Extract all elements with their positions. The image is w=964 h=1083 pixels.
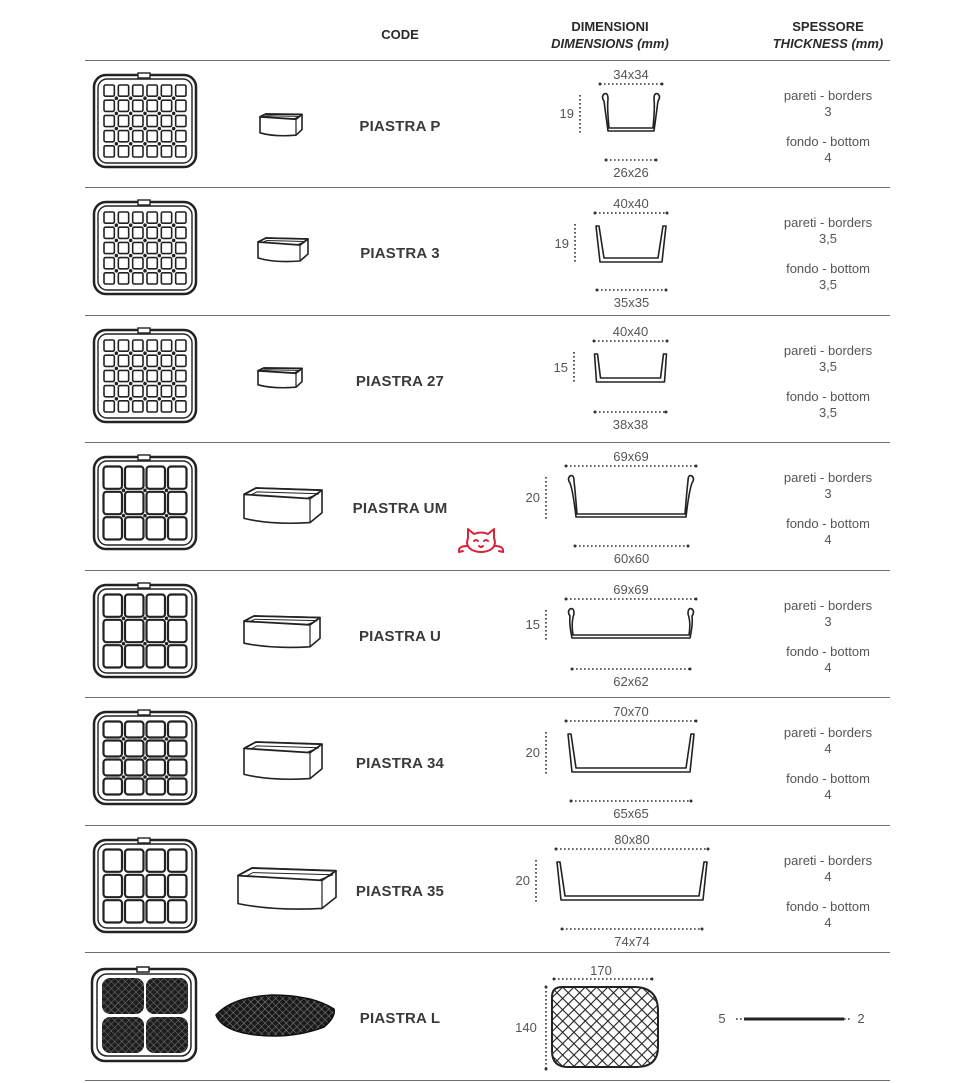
dim-bottom: 74x74 (614, 934, 650, 949)
sheet-shape-drawing (540, 975, 670, 1075)
cup-profile (569, 476, 694, 517)
thickness-block (758, 88, 898, 166)
dim-height: 19 (559, 106, 574, 121)
dim-bottom: 26x26 (613, 165, 649, 180)
dim-height: 20 (525, 490, 540, 505)
dim-height: 140 (515, 1020, 537, 1035)
waffle-plate-icon (92, 73, 198, 171)
product-code: PIASTRA 3 (360, 245, 440, 262)
bottom-label: fondo - bottom (786, 516, 870, 531)
dim-height: 20 (525, 745, 540, 760)
dim-top: 70x70 (613, 704, 649, 719)
waffle-plate-icon (92, 200, 198, 298)
waffle-plate-icon (92, 583, 198, 681)
dim-height: 20 (515, 873, 530, 888)
waffle-sheet-3d-icon (212, 991, 338, 1041)
product-row (0, 826, 964, 953)
product-code: PIASTRA UM (352, 500, 448, 517)
borders-label: pareti - borders (783, 343, 873, 358)
borders-value: 3,5 (818, 359, 838, 374)
spacer (758, 885, 898, 899)
spacer (758, 502, 898, 516)
plate-l-icon (90, 967, 200, 1063)
dim-top: 80x80 (614, 832, 650, 847)
baking-cup-3d-icon (258, 112, 306, 140)
dim-top: 40x40 (612, 324, 649, 339)
product-row (0, 188, 964, 315)
dim-bottom: 65x65 (613, 806, 649, 821)
cup-profile (596, 226, 666, 262)
header-code: CODE (381, 27, 419, 42)
cup-profile (557, 862, 707, 900)
product-code: PIASTRA 34 (355, 755, 445, 772)
row-divider (85, 1080, 890, 1081)
dim-width: 170 (590, 963, 612, 978)
thickness-block (758, 470, 898, 548)
product-code: PIASTRA 27 (355, 373, 445, 390)
borders-value: 3,5 (818, 231, 838, 246)
borders-value: 3 (824, 614, 832, 629)
borders-label: pareti - borders (783, 853, 873, 868)
waffle-plate-icon (92, 838, 198, 936)
thickness-block (758, 853, 898, 931)
borders-value: 4 (824, 869, 832, 884)
header-dimensions-it: DIMENSIONI (571, 19, 649, 34)
dim-height: 19 (554, 236, 569, 251)
baking-cup-3d-icon (256, 236, 312, 266)
dim-bottom: 62x62 (613, 674, 649, 689)
dim-bottom: 60x60 (613, 551, 650, 566)
cat-mascot-icon (455, 524, 507, 556)
bottom-value: 4 (824, 150, 832, 165)
product-code: PIASTRA U (358, 628, 442, 645)
bottom-value: 3,5 (818, 405, 838, 420)
dim-bottom: 35x35 (613, 295, 650, 310)
dim-height: 15 (553, 360, 568, 375)
bottom-value: 4 (824, 915, 832, 930)
baking-cup-3d-icon (242, 740, 326, 784)
product-row (0, 316, 964, 443)
bottom-label: fondo - bottom (786, 134, 870, 149)
dim-top: 69x69 (613, 449, 649, 464)
dim-top: 69x69 (613, 582, 649, 597)
thickness-block (758, 725, 898, 803)
bottom-label: fondo - bottom (786, 389, 870, 404)
product-code: PIASTRA P (359, 118, 441, 135)
borders-label: pareti - borders (783, 470, 873, 485)
cup-profile (603, 94, 660, 131)
bottom-label: fondo - bottom (786, 644, 870, 659)
product-code: PIASTRA L (359, 1010, 441, 1027)
baking-cup-3d-icon (242, 614, 324, 652)
borders-label: pareti - borders (783, 598, 873, 613)
bottom-value: 3,5 (818, 277, 838, 292)
spacer (758, 120, 898, 134)
cup-profile (568, 734, 694, 772)
borders-value: 3 (824, 104, 832, 119)
waffle-plate-icon (92, 710, 198, 808)
borders-label: pareti - borders (783, 725, 873, 740)
thickness-right: 2 (857, 1011, 865, 1026)
borders-label: pareti - borders (783, 88, 873, 103)
bottom-value: 4 (824, 787, 832, 802)
borders-value: 4 (824, 741, 832, 756)
waffle-plate-icon (92, 455, 198, 553)
header-dimensions (530, 18, 690, 52)
header-thickness-it: SPESSORE (792, 19, 864, 34)
spacer (758, 375, 898, 389)
header-thickness (753, 18, 903, 52)
header-thickness-en: THICKNESS (mm) (772, 36, 884, 51)
product-row (0, 698, 964, 825)
dim-top: 34x34 (613, 67, 649, 82)
dim-top: 40x40 (613, 196, 649, 211)
dim-height: 15 (525, 617, 540, 632)
product-code: PIASTRA 35 (355, 883, 445, 900)
baking-cup-3d-icon (256, 366, 306, 392)
spacer (758, 247, 898, 261)
bottom-label: fondo - bottom (786, 261, 870, 276)
cup-profile (595, 354, 667, 382)
borders-value: 3 (824, 486, 832, 501)
baking-cup-3d-icon (236, 866, 340, 914)
cup-profile (569, 609, 694, 638)
thickness-left: 5 (718, 1011, 726, 1026)
bottom-label: fondo - bottom (786, 899, 870, 914)
spacer (758, 757, 898, 771)
bottom-label: fondo - bottom (786, 771, 870, 786)
dim-bottom: 38x38 (612, 417, 649, 432)
thickness-block (758, 598, 898, 676)
product-row (0, 61, 964, 188)
baking-cup-3d-icon (242, 486, 326, 528)
bottom-value: 4 (824, 660, 832, 675)
product-row-piastra-l (0, 953, 964, 1080)
thickness-block (758, 215, 898, 293)
borders-label: pareti - borders (783, 215, 873, 230)
thickness-line-drawing (734, 1013, 854, 1025)
waffle-plate-icon (92, 328, 198, 426)
header-dimensions-en: DIMENSIONS (mm) (551, 36, 669, 51)
product-row (0, 571, 964, 698)
spacer (758, 630, 898, 644)
thickness-block (758, 343, 898, 421)
bottom-value: 4 (824, 532, 832, 547)
